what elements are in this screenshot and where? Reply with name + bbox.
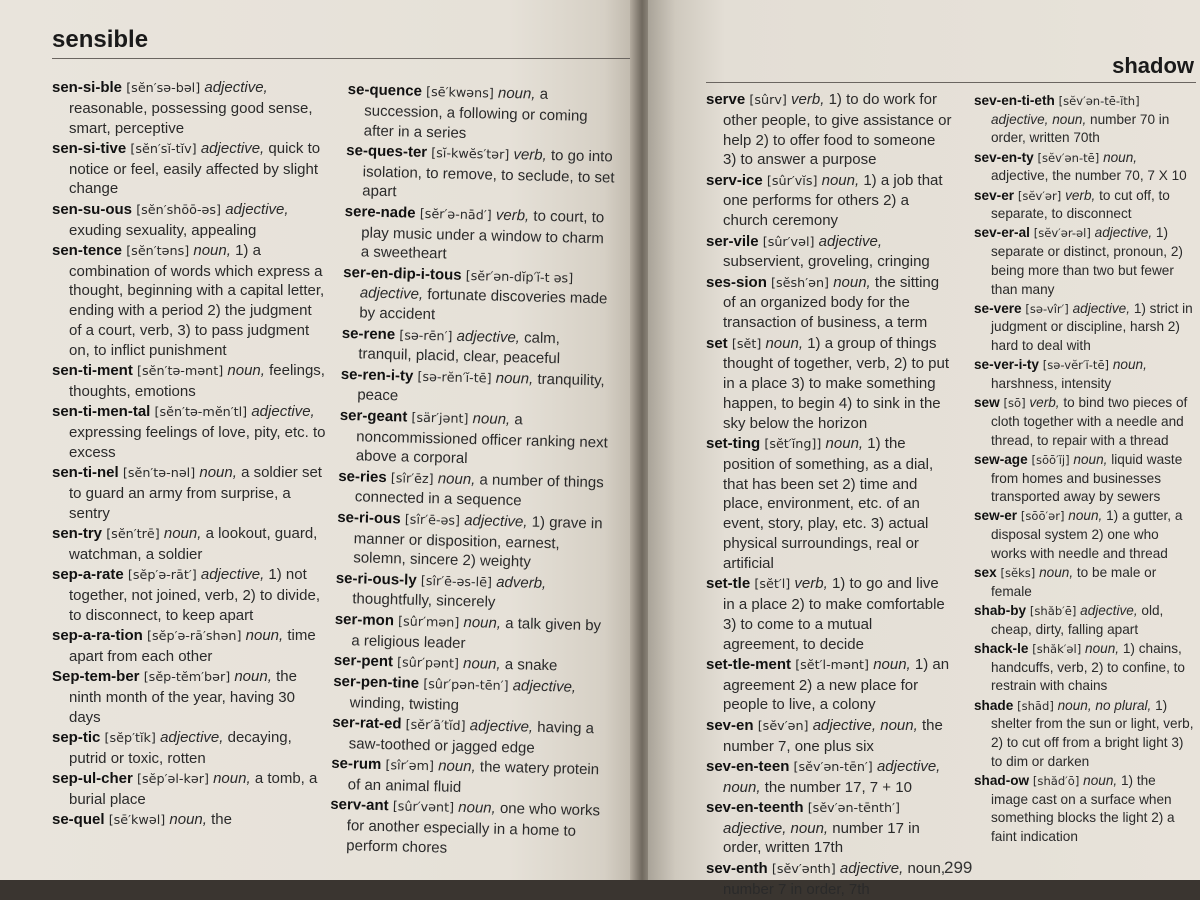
right-guide-rule [706, 82, 1196, 83]
part-of-speech: adjective, [839, 859, 904, 877]
headword: se-quel [52, 811, 105, 829]
definition: a number of things connected in a sequence [354, 470, 604, 510]
part-of-speech: adjective, [251, 403, 315, 421]
pronunciation: [sĕn′sĭ-tĭv] [130, 141, 197, 157]
part-of-speech: adjective, [512, 677, 577, 696]
definition: old, cheap, dirty, falling apart [991, 602, 1164, 637]
pronunciation: [sär′jənt] [411, 410, 469, 427]
part-of-speech: adjective, noun, [723, 757, 941, 796]
definition: 1) a job that one performs for others 2) a church ceremony [723, 171, 943, 230]
headword: sew-age [974, 451, 1028, 467]
definition: 1) a gutter, a disposal system 2) one who works with needle and thread [991, 508, 1183, 561]
dictionary-entry [340, 365, 611, 412]
part-of-speech: noun, [234, 668, 272, 686]
dictionary-entry [974, 772, 1194, 847]
definition: feelings, thoughts, emotions [69, 362, 325, 400]
left-guideword: sensible [52, 26, 149, 53]
part-of-speech: adjective, [469, 717, 534, 736]
part-of-speech: verb, [791, 91, 825, 108]
dictionary-entry [347, 80, 618, 147]
pronunciation: [sĕt′ĭng]] [764, 437, 822, 453]
dictionary-entry [706, 655, 952, 715]
pronunciation: [sĕp′ə-rā′shən] [147, 629, 242, 645]
part-of-speech: noun, [821, 171, 860, 189]
dictionary-entry [52, 810, 328, 831]
dictionary-entry [706, 716, 952, 757]
headword: ser-vile [706, 232, 759, 250]
dictionary-entry [341, 323, 612, 370]
column-2 [329, 80, 618, 863]
dictionary-entry [52, 200, 328, 241]
definition: fortunate discoveries made by accident [359, 286, 608, 324]
pronunciation: [sîr′ēz] [390, 470, 434, 487]
pronunciation: [sûr′vəl] [762, 234, 815, 250]
part-of-speech: noun, [213, 770, 251, 788]
definition: number 17 in order, written 17th [723, 819, 920, 857]
pronunciation: [sĕv′ən-tēnth′] [807, 800, 901, 816]
column-3 [706, 90, 952, 900]
pronunciation: [shăb′ē] [1029, 603, 1077, 618]
headword: se-ries [338, 467, 387, 486]
headword: sev-en-ty [974, 149, 1034, 165]
dictionary-entry [974, 451, 1194, 507]
part-of-speech: adjective, [160, 729, 224, 746]
pronunciation: [sə-rĕn′ĭ-tē] [417, 369, 492, 387]
dictionary-entry [335, 568, 606, 615]
headword: se-ri-ous [337, 508, 401, 528]
pronunciation: [sîr′ē-əs-lē] [420, 573, 493, 591]
headword: sev-er [974, 187, 1015, 203]
dictionary-entry [52, 728, 328, 769]
part-of-speech: adjective, [1080, 602, 1138, 618]
definition: to go into isolation, to remove, to seclude, to set apart [362, 146, 615, 201]
definition: 1) grave in manner or disposition, earnest, solemn, sincere 2) weighty [353, 513, 603, 571]
headword: Sep-tem-ber [52, 668, 140, 686]
pronunciation: [sə-rēn′] [399, 327, 453, 345]
dictionary-entry [706, 90, 952, 170]
headword: sen-ti-ment [52, 362, 133, 380]
headword: ser-rat-ed [332, 714, 402, 733]
dictionary-entry [706, 757, 952, 798]
pronunciation: [sîr′əm] [385, 758, 435, 775]
dictionary-entry [706, 574, 952, 654]
definition: time apart from each other [69, 627, 316, 665]
part-of-speech: adjective, [463, 511, 528, 531]
part-of-speech: noun, [1085, 640, 1120, 656]
headword: se-ri-ous-ly [335, 569, 417, 589]
headword: se-rene [341, 324, 396, 343]
dictionary-entry [974, 697, 1194, 772]
dictionary-entry [974, 187, 1194, 224]
headword: set-ting [706, 435, 761, 453]
pronunciation: [sûr′vĭs] [766, 173, 818, 189]
headword: ses-sion [706, 273, 767, 291]
headword: se-ques-ter [346, 141, 428, 161]
part-of-speech: noun, [227, 362, 265, 380]
headword: se-quence [347, 80, 423, 100]
dictionary-entry [332, 713, 603, 760]
definition: 1) shelter from the sun or light, verb, 2) to cut off from a bright light 3) to dim or darken [991, 697, 1194, 769]
part-of-speech: adjective, [204, 79, 268, 96]
part-of-speech: noun, [437, 757, 476, 776]
part-of-speech: adjective, [359, 284, 424, 304]
headword: sev-enth [706, 859, 768, 877]
definition: a tomb, a burial place [69, 770, 318, 808]
dictionary-entry [52, 78, 328, 138]
definition: the number 7, one plus six [723, 716, 943, 755]
pronunciation: [sûr′pənt] [396, 655, 460, 672]
headword: serve [706, 91, 746, 108]
part-of-speech: adjective, [225, 200, 289, 218]
part-of-speech: verb, [513, 145, 548, 164]
pronunciation: [sə-vîr′] [1025, 301, 1069, 316]
headword: ser-mon [334, 610, 395, 630]
dictionary-entry [706, 798, 952, 858]
definition: adjective, the number 70, 7 X 10 [991, 168, 1187, 184]
dictionary-entry [52, 361, 328, 402]
definition: thoughtfully, sincerely [352, 590, 496, 612]
headword: ser-geant [339, 406, 408, 426]
pronunciation: [sĕn′trē] [106, 527, 160, 543]
headword: ser-en-dip-i-tous [343, 263, 462, 284]
headword: shad-ow [974, 772, 1030, 788]
part-of-speech: noun, [472, 409, 511, 428]
pronunciation: [sē′kwəl] [108, 813, 166, 829]
part-of-speech: adjective, [456, 327, 521, 346]
definition: to court, to play music under a window to charm a sweetheart [360, 207, 605, 263]
dictionary-entry [974, 602, 1194, 639]
definition: a succession, a following or coming after in a series [363, 85, 588, 142]
part-of-speech: noun, [765, 334, 804, 352]
pronunciation: [sĕv′ən-tēn′] [793, 759, 873, 775]
part-of-speech: noun, [1068, 508, 1103, 524]
definition: 1) not together, not joined, verb, 2) to divide, to disconnect, to keep apart [69, 566, 320, 624]
headword: sev-en-ti-eth [974, 93, 1055, 108]
pronunciation: [sĕr′ən-dĭp′ĭ-t əs] [465, 268, 574, 287]
part-of-speech: adjective, [200, 139, 265, 157]
definition: one who works for another especially in a home to perform chores [346, 800, 601, 857]
part-of-speech: noun, [458, 799, 496, 818]
headword: ser-pent [333, 651, 394, 671]
pronunciation: [sĕt′l] [754, 577, 791, 593]
dictionary-entry [52, 463, 328, 523]
dictionary-entry [52, 565, 328, 625]
headword: sew [974, 395, 1000, 411]
pronunciation: [sûr′vənt] [392, 799, 455, 817]
definition: noun, number 7 in order, 7th [723, 859, 946, 898]
definition: the sitting of an organized body for the transaction of business, a term [723, 273, 940, 332]
part-of-speech: noun, [437, 469, 476, 488]
part-of-speech: noun, [463, 613, 502, 632]
dictionary-entry [333, 672, 604, 719]
part-of-speech: adjective, [200, 566, 265, 584]
pronunciation: [sĕv′ənth] [771, 861, 836, 877]
pronunciation: [sĕr′ā′tĭd] [405, 717, 466, 735]
headword: sen-si-ble [52, 79, 123, 96]
pronunciation: [sĕn′shōō-əs] [136, 202, 222, 218]
definition: to cut off, to separate, to disconnect [991, 187, 1170, 222]
definition: expressing feelings of love, pity, etc. to excess [69, 424, 326, 461]
definition: exuding sexuality, appealing [69, 221, 257, 239]
definition: 1) chains, handcuffs, verb, 2) to confine, to restrain with chains [991, 640, 1185, 694]
headword: shade [974, 697, 1014, 713]
part-of-speech: noun, [199, 464, 237, 482]
pronunciation: [sĕv′ən-tē] [1037, 150, 1100, 165]
right-guideword: shadow [1112, 53, 1194, 78]
headword: se-rum [331, 755, 382, 774]
headword: set-tle-ment [706, 655, 792, 673]
dictionary-entry [52, 402, 328, 462]
dictionary-entry [342, 263, 613, 330]
part-of-speech: verb, [794, 575, 828, 593]
dictionary-entry [52, 241, 328, 361]
definition: harshness, intensity [991, 376, 1112, 392]
headword: sew-er [974, 508, 1018, 524]
part-of-speech: noun, [1073, 451, 1108, 467]
definition: subservient, groveling, cringing [723, 253, 930, 271]
pronunciation: [sĕv′ən-tē-ĭth] [1058, 94, 1140, 108]
definition: quick to notice or feel, easily affected by slight change [69, 139, 321, 198]
pronunciation: [sĕks] [1000, 566, 1036, 581]
part-of-speech: noun, [193, 241, 231, 259]
definition: number 70 in order, written 70th [991, 111, 1170, 146]
definition: having a saw-toothed or jagged edge [348, 719, 595, 757]
pronunciation: [sĕp′ə-rāt′] [127, 568, 197, 584]
part-of-speech: adjective, [1094, 225, 1153, 241]
definition: 1) strict in judgment or discipline, harsh 2) hard to deal with [991, 300, 1193, 354]
headword: sev-en-teen [706, 757, 790, 775]
headword: sep-a-rate [52, 566, 124, 584]
headword: sep-ul-cher [52, 770, 133, 788]
headword: sere-nade [344, 202, 416, 222]
dictionary-entry [331, 754, 602, 801]
part-of-speech: verb, [1065, 187, 1096, 203]
left-guide-rule [52, 58, 630, 59]
pronunciation: [sĕn′sə-bəl] [126, 81, 201, 96]
part-of-speech: noun, [462, 654, 501, 673]
definition: 1) separate or distinct, pronoun, 2) being more than two but fewer than many [991, 225, 1183, 297]
dictionary-entry [52, 524, 328, 565]
part-of-speech: noun, [495, 369, 534, 388]
pronunciation: [sûr′pən-tēn′] [423, 677, 509, 695]
part-of-speech: adjective, noun, [991, 111, 1087, 127]
pronunciation: [sîr′ē-əs] [404, 512, 461, 529]
headword: sev-en [706, 716, 754, 734]
dictionary-entry [338, 467, 609, 514]
definition: the number 17, 7 + 10 [764, 778, 912, 796]
pronunciation: [shăk′əl] [1032, 641, 1082, 656]
headword: set [706, 334, 728, 352]
pronunciation: [sûrv] [749, 93, 787, 108]
dictionary-entry [706, 273, 952, 333]
pronunciation: [sûr′mən] [397, 614, 460, 631]
page-number: 299 [944, 858, 973, 877]
dictionary-entry [706, 859, 952, 900]
headword: ser-pen-tine [333, 672, 420, 693]
definition: a noncommissioned officer ranking next above a corporal [355, 410, 608, 468]
dictionary-entry [52, 626, 328, 667]
pronunciation: [sē′kwəns] [425, 84, 494, 102]
definition: liquid waste from homes and businesses transported away by sewers [991, 451, 1183, 505]
part-of-speech: noun, [873, 655, 911, 673]
pronunciation: [sĕv′ər-əl] [1033, 226, 1091, 241]
pronunciation: [sĕn′tə-mənt] [137, 364, 224, 380]
part-of-speech: noun, [163, 525, 202, 543]
part-of-speech: noun, [169, 811, 207, 829]
headword: se-ren-i-ty [340, 365, 414, 385]
pronunciation: [shăd′ō] [1032, 773, 1080, 788]
definition: 1) an agreement 2) a new place for people to live, a colony [723, 655, 950, 714]
dictionary-entry [974, 149, 1194, 186]
definition: reasonable, possessing good sense, smart, perceptive [69, 99, 313, 137]
dictionary-entry [52, 769, 328, 810]
definition: a snake [504, 655, 558, 675]
definition: winding, twisting [349, 694, 460, 714]
part-of-speech: adjective, noun, [812, 716, 918, 734]
headword: sen-tence [52, 241, 123, 259]
pronunciation: [sĕn′tə-mĕn′tl] [154, 405, 248, 421]
headword: sen-ti-men-tal [52, 403, 151, 421]
definition: tranquility, peace [357, 370, 605, 405]
pronunciation: [sĕv′ər] [1017, 188, 1062, 203]
definition: the watery protein of an animal fluid [347, 758, 600, 797]
part-of-speech: noun, [1039, 565, 1074, 581]
pronunciation: [sō] [1003, 396, 1026, 411]
headword: shack-le [974, 640, 1029, 656]
dictionary-entry [706, 171, 952, 231]
definition: the [211, 811, 232, 829]
dictionary-entry [52, 667, 328, 727]
part-of-speech: verb, [1029, 395, 1060, 411]
dictionary-entry [974, 92, 1194, 148]
part-of-speech: noun, [1083, 772, 1118, 788]
definition: 1) to go and live in a place 2) to make comfortable 3) to come to a mutual agreement, to decide [723, 575, 945, 653]
dictionary-entry [52, 139, 328, 199]
column-4 [974, 92, 1194, 847]
definition: calm, tranquil, placid, clear, peaceful [358, 328, 561, 368]
part-of-speech: noun, [833, 273, 871, 291]
dictionary-entry [974, 300, 1194, 356]
dictionary-entry [334, 610, 605, 657]
definition: a talk given by a religious leader [351, 614, 602, 652]
definition: 1) the image cast on a surface when something blocks the light 2) a faint indication [991, 772, 1175, 844]
headword: se-vere [974, 300, 1022, 316]
dictionary-entry [974, 640, 1194, 696]
part-of-speech: noun, [497, 84, 536, 103]
part-of-speech: adjective, noun, [723, 819, 829, 837]
definition: to bind two pieces of cloth together with a needle and thread, to repair with a thread [991, 395, 1188, 448]
definition: decaying, putrid or toxic, rotten [69, 729, 292, 767]
pronunciation: [sĕr′ə-nād′] [419, 206, 492, 224]
definition: 1) the position of something, as a dial, that has been set 2) time and place, environment, etc. of an event, story, play, etc. 3) actual physical surroundings, real or artificial [723, 435, 934, 572]
headword: set-tle [706, 575, 751, 593]
dictionary-entry [974, 394, 1194, 450]
part-of-speech: verb, [495, 206, 530, 225]
dictionary-entry [974, 224, 1194, 299]
pronunciation: [sĕv′ən] [757, 718, 809, 734]
dictionary-entry [974, 507, 1194, 563]
headword: sev-en-teenth [706, 798, 804, 816]
headword: serv-ant [330, 796, 389, 815]
pronunciation: [sĕp′əl-kər] [137, 772, 209, 788]
headword: sep-a-ra-tion [52, 627, 143, 645]
dictionary-entry [344, 202, 615, 269]
pronunciation: [sĕn′tə-nəl] [122, 466, 196, 482]
definition: to be male or female [991, 565, 1157, 599]
pronunciation: [sĭ-kwĕs′tər] [431, 145, 510, 163]
pronunciation: [sĕp′tĭk] [104, 731, 156, 746]
pronunciation: [sōō′ər] [1020, 509, 1065, 524]
dictionary-entry [336, 508, 607, 575]
definition: 1) a combination of words which express a thought, beginning with a capital letter, ending with a period 2) the judgment of a court, verb, 3) to pass judgment on, to inflict punishment [69, 241, 325, 359]
headword: sen-si-tive [52, 139, 127, 157]
dictionary-entry [974, 564, 1194, 601]
pronunciation: [sĕp-tĕm′bər] [143, 670, 231, 686]
dictionary-entry [706, 232, 952, 273]
headword: sep-tic [52, 729, 101, 746]
part-of-speech: adverb, [495, 573, 547, 592]
headword: serv-ice [706, 171, 763, 189]
definition: a lookout, guard, watchman, a soldier [69, 525, 318, 563]
headword: sen-try [52, 525, 103, 543]
headword: sen-su-ous [52, 200, 133, 218]
dictionary-entry [339, 406, 610, 473]
definition: 1) to do work for other people, to give assistance or help 2) to offer food to someone 3) to answer a purpose [723, 91, 952, 169]
dictionary-entry [345, 141, 616, 208]
headword: sen-ti-nel [52, 464, 119, 482]
part-of-speech: adjective, [818, 232, 883, 250]
definition: a soldier set to guard an army from surprise, a sentry [69, 464, 322, 522]
pronunciation: [sĕt′l-mənt] [795, 657, 870, 673]
dictionary-entry [706, 334, 952, 434]
part-of-speech: noun, [245, 627, 284, 645]
pronunciation: [shād] [1017, 698, 1054, 713]
definition: 1) a group of things thought of together, verb, 2) to put in a place 3) to make something happen, to begin 4) to sink in the sky below the horizon [723, 334, 949, 432]
pronunciation: [sōō′ĭj] [1031, 452, 1070, 467]
pronunciation: [sĕn′təns] [126, 243, 190, 259]
pronunciation: [sĕt] [731, 336, 762, 352]
part-of-speech: noun, [1103, 149, 1138, 165]
part-of-speech: adjective, [1072, 300, 1131, 316]
headword: sev-er-al [974, 225, 1030, 241]
column-1 [52, 78, 328, 831]
definition: the ninth month of the year, having 30 days [69, 668, 297, 726]
headword: se-ver-i-ty [974, 357, 1039, 373]
headword: shab-by [974, 602, 1027, 618]
headword: sex [974, 565, 997, 581]
part-of-speech: noun, [825, 435, 864, 453]
pronunciation: [sə-vĕr′ĭ-tē] [1042, 358, 1110, 373]
pronunciation: [sĕsh′ən] [771, 275, 830, 291]
dictionary-entry [974, 356, 1194, 393]
dictionary-entry [706, 434, 952, 574]
part-of-speech: noun, [1112, 357, 1147, 373]
part-of-speech: noun, no plural, [1057, 697, 1152, 713]
dictionary-entry [329, 795, 600, 862]
